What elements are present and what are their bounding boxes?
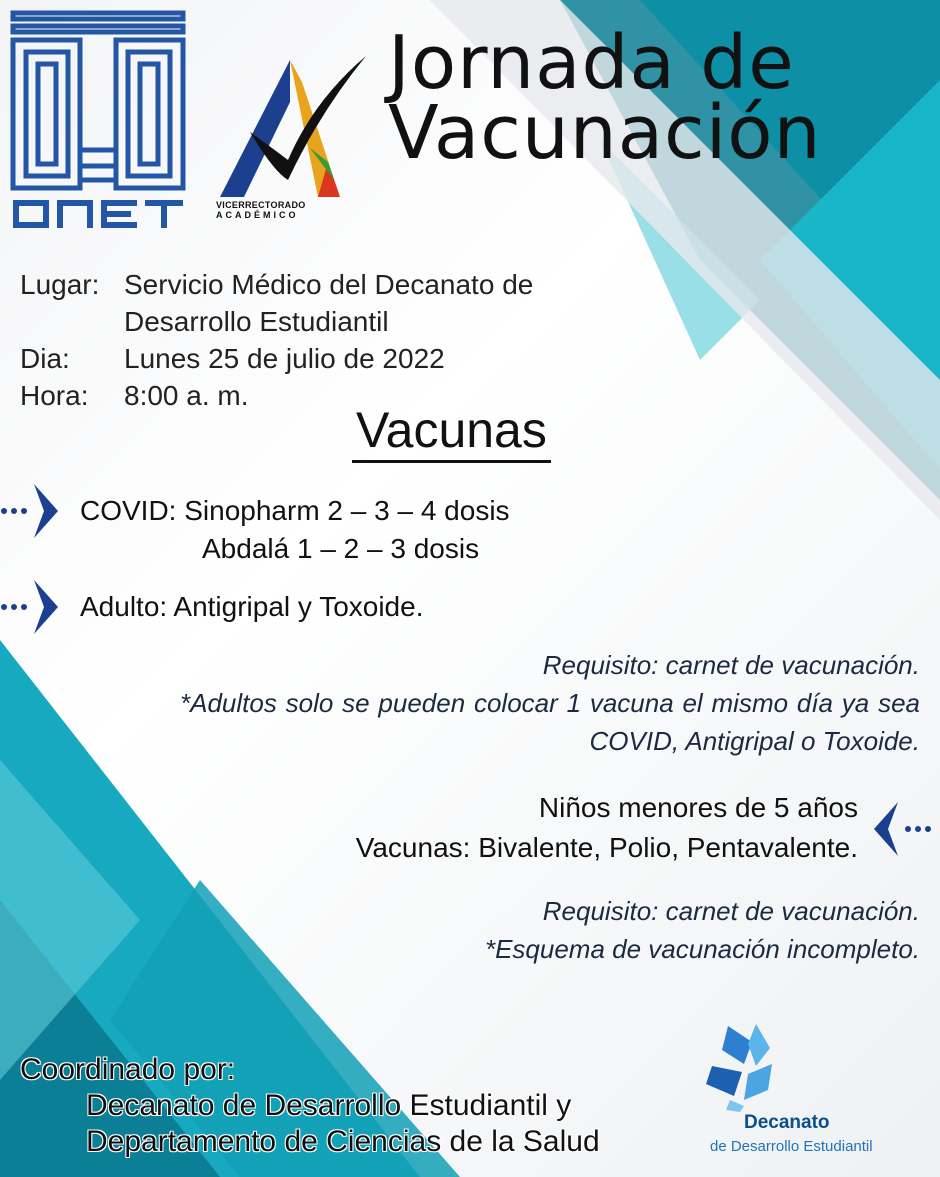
note1-line2: *Adultos solo se pueden colocar 1 vacuna el mismo día ya sea COVID, Antigripal o Toxoide. xyxy=(180,688,920,756)
hora-label: Hora: xyxy=(20,380,89,411)
ninos-vaccines xyxy=(356,788,858,868)
info-row-lugar xyxy=(20,266,533,303)
covid-line2: Abdalá 1 – 2 – 3 dosis xyxy=(202,533,480,564)
note2-line2: *Esquema de vacunación incompleto. xyxy=(484,934,920,964)
coord-line2: Departamento de Ciencias de la Salud xyxy=(86,1125,600,1158)
unet-logo-icon xyxy=(10,10,186,230)
vice-caption-line2: ACADÉMICO xyxy=(216,210,299,220)
info-row-lugar-cont xyxy=(20,303,533,340)
decanato-logo-icon xyxy=(704,1020,932,1170)
lugar-value-line2: Desarrollo Estudiantil xyxy=(124,306,389,337)
ninos-line1: Niños menores de 5 años xyxy=(538,792,858,823)
info-row-dia xyxy=(20,340,533,377)
arrow-right-icon xyxy=(0,576,62,638)
ninos-line2: Vacunas: Bivalente, Polio, Pentavalente. xyxy=(355,832,858,863)
note1-line1: Requisito: carnet de vacunación. xyxy=(542,650,920,680)
title-line1: Jornada de xyxy=(388,20,795,106)
vice-caption-line1: VICERRECTORADO xyxy=(216,200,306,210)
decanato-sub: de Desarrollo Estudiantil xyxy=(710,1138,873,1155)
lugar-value-line1: Servicio Médico del Decanato de xyxy=(124,269,534,300)
dia-label: Dia: xyxy=(20,343,70,374)
hora-value: 8:00 a. m. xyxy=(124,380,249,411)
ninos-requirements-note xyxy=(485,892,920,968)
adult-requirements-note xyxy=(180,646,920,760)
arrow-left-icon xyxy=(870,798,932,860)
covid-vaccines xyxy=(80,492,510,568)
decanato-name: Decanato xyxy=(744,1112,830,1133)
vacunas-heading: Vacunas xyxy=(352,400,551,463)
coordinated-by xyxy=(20,1052,600,1160)
event-info xyxy=(20,266,533,414)
note2-line1: Requisito: carnet de vacunación. xyxy=(542,896,920,926)
arrow-right-icon xyxy=(0,480,62,542)
title-line2: Vacunación xyxy=(388,90,822,176)
vicerrectorado-logo-icon xyxy=(210,52,370,230)
coord-title: Coordinado por: xyxy=(20,1053,236,1086)
lugar-label: Lugar: xyxy=(20,269,100,300)
poster-title xyxy=(388,20,822,176)
coord-line1: Decanato de Desarrollo Estudiantil y xyxy=(86,1089,572,1122)
dia-value: Lunes 25 de julio de 2022 xyxy=(124,343,445,374)
adulto-vaccines: Adulto: Antigripal y Toxoide. xyxy=(80,591,424,622)
covid-line1: COVID: Sinopharm 2 – 3 – 4 dosis xyxy=(80,495,510,526)
